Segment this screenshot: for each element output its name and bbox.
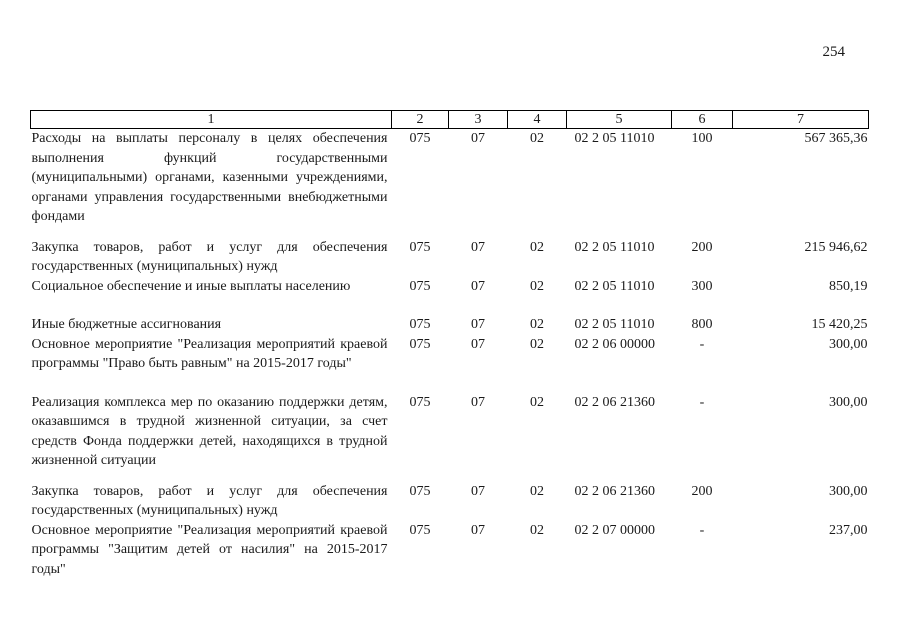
row-col3: 07 — [471, 336, 485, 352]
row-col4: 02 — [530, 278, 544, 294]
row-col7: 300,00 — [829, 483, 868, 499]
row-col4: 02 — [530, 239, 544, 255]
row-col7: 237,00 — [829, 522, 868, 538]
row-description: Реализация комплекса мер по оказанию поддержки детям, оказавшимся в трудной жизненной ситуации, за счет средств Фонда поддержки детей, находящихся в трудной жизненной ситуации — [31, 394, 388, 468]
row-col2: 075 — [409, 483, 431, 499]
table-header-row — [31, 111, 869, 129]
table-row — [31, 315, 869, 335]
row-description: Основное мероприятие "Реализация мероприятий краевой программы "Право быть равным" на 2015-2017 годы" — [31, 336, 388, 371]
row-col3: 07 — [471, 317, 485, 332]
row-col5: 02 2 05 11010 — [574, 131, 655, 146]
row-col6: - — [699, 336, 705, 352]
row-col7: 15 420,25 — [811, 317, 868, 332]
row-col2: 075 — [409, 278, 431, 294]
row-col4: 02 — [530, 522, 544, 538]
column-header-3: 3 — [449, 111, 508, 129]
row-col5: 02 2 05 11010 — [574, 278, 655, 294]
row-col2: 075 — [409, 131, 431, 146]
row-col5: 02 2 06 21360 — [574, 394, 655, 410]
budget-table — [30, 110, 869, 579]
column-header-6: 6 — [672, 111, 733, 129]
row-description: Иные бюджетные ассигнования — [31, 317, 222, 332]
row-col7: 300,00 — [829, 394, 868, 410]
table-row — [31, 277, 869, 316]
column-header-4: 4 — [508, 111, 567, 129]
page-number: 254 — [822, 44, 845, 60]
row-col3: 07 — [471, 483, 485, 499]
row-col7: 215 946,62 — [804, 239, 868, 255]
row-description: Расходы на выплаты персоналу в целях обеспечения выполнения функций государственными (муниципальными) органами, казенными учреждениями, органами управления государственными внебюджетными фондами — [31, 131, 388, 224]
row-col5: 02 2 06 21360 — [574, 483, 655, 499]
row-col2: 075 — [409, 522, 431, 538]
row-col6: 300 — [691, 278, 713, 294]
table-row — [31, 238, 869, 277]
row-col4: 02 — [530, 483, 544, 499]
table-row — [31, 393, 869, 482]
row-col5: 02 2 07 00000 — [574, 522, 655, 538]
row-col2: 075 — [409, 336, 431, 352]
row-description: Закупка товаров, работ и услуг для обеспечения государственных (муниципальных) нужд — [31, 239, 388, 274]
column-header-1: 1 — [31, 111, 392, 129]
row-col6: - — [699, 394, 705, 410]
row-col2: 075 — [409, 394, 431, 410]
row-col4: 02 — [530, 317, 544, 332]
row-col4: 02 — [530, 131, 544, 146]
row-col3: 07 — [471, 522, 485, 538]
table-row — [31, 521, 869, 580]
row-col6: 200 — [691, 239, 713, 255]
row-col5: 02 2 05 11010 — [574, 317, 655, 332]
column-header-7: 7 — [733, 111, 869, 129]
row-col7: 567 365,36 — [804, 131, 868, 146]
row-col3: 07 — [471, 239, 485, 255]
row-col3: 07 — [471, 131, 485, 146]
table-row — [31, 482, 869, 521]
row-col6: 800 — [691, 317, 713, 332]
row-col5: 02 2 05 11010 — [574, 239, 655, 255]
column-header-5: 5 — [567, 111, 672, 129]
row-col7: 300,00 — [829, 336, 868, 352]
row-col3: 07 — [471, 278, 485, 294]
row-description: Социальное обеспечение и иные выплаты населению — [31, 278, 351, 294]
row-col3: 07 — [471, 394, 485, 410]
row-col6: 200 — [691, 483, 713, 499]
row-col4: 02 — [530, 336, 544, 352]
row-col5: 02 2 06 00000 — [574, 336, 655, 352]
row-col2: 075 — [409, 239, 431, 255]
row-col6: 100 — [691, 131, 713, 146]
row-description: Основное мероприятие "Реализация мероприятий краевой программы "Защитим детей от насилия" на 2015-2017 годы" — [31, 522, 388, 577]
row-col7: 850,19 — [829, 278, 868, 294]
row-col4: 02 — [530, 394, 544, 410]
row-col6: - — [699, 522, 705, 538]
table-row — [31, 335, 869, 393]
table-row — [31, 129, 869, 238]
row-description: Закупка товаров, работ и услуг для обеспечения государственных (муниципальных) нужд — [31, 483, 388, 518]
row-col2: 075 — [409, 317, 431, 332]
column-header-2: 2 — [392, 111, 449, 129]
